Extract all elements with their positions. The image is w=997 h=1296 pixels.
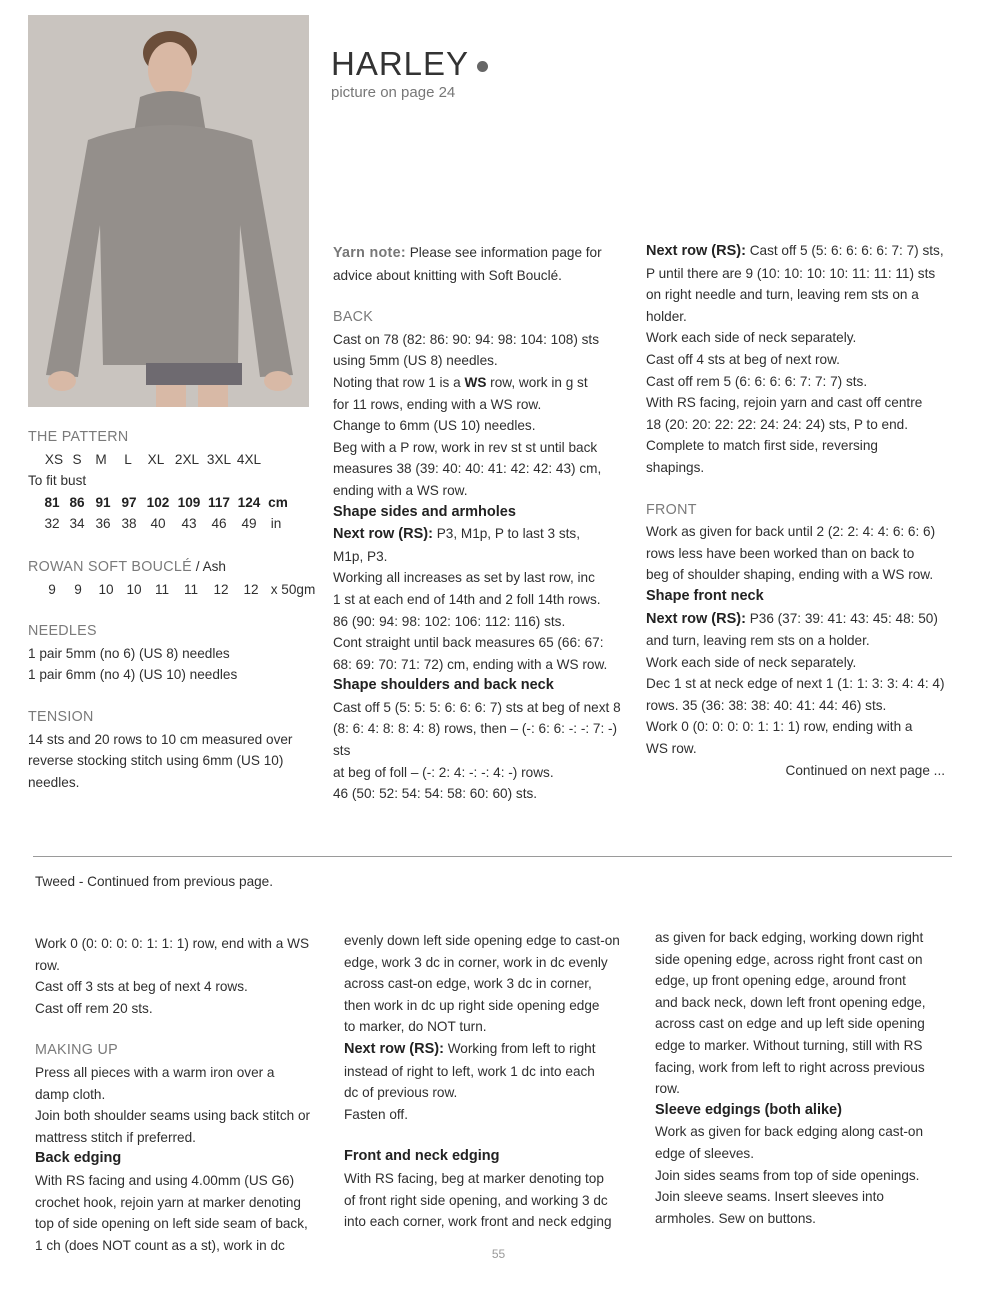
yarn-qty-value: 9	[74, 581, 82, 597]
instruction-line: Complete to match first side, reversing	[646, 438, 878, 454]
instruction-line: crochet hook, rejoin yarn at marker denoting	[35, 1194, 301, 1210]
instruction-line: 46 (50: 52: 54: 54: 58: 60: 60) sts.	[333, 786, 538, 802]
needle-item: 1 pair 5mm (no 6) (US 8) needles	[28, 645, 230, 661]
front-instructions-column	[646, 240, 951, 781]
instruction-line: 1 st at each end of 14th and 2 foll 14th rows.	[333, 591, 601, 607]
instruction-line: of front right side opening, and working 3 dc	[344, 1192, 608, 1208]
back-heading: BACK	[333, 309, 374, 326]
instruction-line: evenly down left side opening edge to cast-on	[344, 933, 620, 948]
bust-in-value: 36	[95, 516, 111, 532]
instruction-line: Noting that row 1 is a WS row, work in g st	[333, 374, 588, 390]
instruction-line: into each corner, work front and neck edging	[344, 1214, 612, 1230]
yarn-note-text: Please see information page for	[409, 245, 602, 260]
bust-in-value: 34	[69, 516, 85, 532]
yarn-qty-value: 11	[154, 581, 170, 597]
instruction-line: Cont straight until back measures 65 (66: 67:	[333, 635, 604, 651]
pattern-heading: THE PATTERN	[28, 429, 129, 445]
instruction-line: on right needle and turn, leaving rem sts on a	[646, 287, 919, 303]
instruction-line: Working all increases as set by last row, inc	[333, 570, 595, 586]
instruction-line: Beg with a P row, work in rev st st until back	[333, 439, 598, 455]
tension-line: 14 sts and 20 rows to 10 cm measured over	[28, 731, 293, 747]
instruction-line: Next row (RS): Cast off 5 (5: 6: 6: 6: 6: 7: 7) sts,	[646, 243, 944, 259]
instruction-line: With RS facing, rejoin yarn and cast off centre	[646, 395, 923, 411]
pattern-info-column	[28, 427, 328, 793]
instruction-line: armholes. Sew on buttons.	[655, 1210, 816, 1226]
page-number: 55	[491, 1247, 506, 1261]
tension-line: reverse stocking stitch using 6mm (US 10)	[28, 753, 284, 769]
instruction-line: holder.	[646, 308, 687, 324]
shape-shoulders-heading: Shape shoulders and back neck	[333, 677, 554, 694]
yarn-color: / Ash	[195, 558, 226, 574]
instruction-line: ending with a WS row.	[333, 482, 468, 498]
yarn-heading-line	[28, 556, 328, 579]
instruction-line: Cast off 4 sts at beg of next row.	[646, 351, 840, 367]
instruction-line: Cast on 78 (82: 86: 90: 94: 98: 104: 108) sts	[333, 331, 600, 347]
bust-cm-value: 109	[177, 494, 201, 510]
sleeve-edgings-heading: Sleeve edgings (both alike)	[655, 1101, 842, 1118]
yarn-note-text: advice about knitting with Soft Bouclé.	[333, 267, 562, 283]
bust-in-value: 46	[211, 516, 227, 532]
tweed-column-2	[344, 930, 644, 1233]
size-label: 4XL	[236, 451, 262, 467]
front-heading: FRONT	[646, 501, 697, 518]
size-label: XS	[44, 451, 64, 467]
instruction-line: and turn, leaving rem sts on a holder.	[646, 633, 870, 649]
instruction-line: measures 38 (39: 40: 40: 41: 42: 42: 43) cm,	[333, 461, 602, 477]
tension-line: needles.	[28, 774, 80, 790]
yarn-qty-row	[28, 579, 328, 601]
instruction-line: Work 0 (0: 0: 0: 0: 1: 1: 1) row, end with a WS row.	[35, 936, 310, 973]
instruction-line: edge, up front opening edge, around front	[655, 973, 906, 989]
instruction-line: beg of shoulder shaping, ending with a WS row.	[646, 567, 934, 583]
instruction-line: across cast-on edge, work 3 dc in corner,	[344, 976, 592, 992]
instruction-line: Join both shoulder seams using back stitch or	[35, 1108, 311, 1124]
instruction-line: Cast off 3 sts at beg of next 4 rows.	[35, 979, 248, 995]
shape-sides-heading: Shape sides and armholes	[333, 503, 516, 520]
bust-cm-value: 97	[121, 494, 137, 510]
instruction-line: P until there are 9 (10: 10: 10: 10: 11: 11: 11) sts	[646, 265, 936, 281]
instruction-line: instead of right to left, work 1 dc into each	[344, 1063, 595, 1079]
instruction-line: for 11 rows, ending with a WS row.	[333, 396, 542, 412]
instruction-line: Cast off rem 20 sts.	[35, 1000, 153, 1016]
bust-cm-value: 117	[208, 494, 230, 510]
instruction-line: then work in dc up right side opening edge	[344, 997, 600, 1013]
instruction-line: row.	[655, 1081, 680, 1097]
bust-in-value: 38	[121, 516, 137, 532]
instruction-line: as given for back edging, working down right	[655, 930, 924, 945]
instruction-line: Work 0 (0: 0: 0: 0: 1: 1: 1) row, ending with a	[646, 719, 913, 735]
instruction-line: Work each side of neck separately.	[646, 330, 857, 346]
size-label: S	[72, 451, 82, 467]
instruction-line: top of side opening on left side seam of back,	[35, 1216, 308, 1232]
yarn-qty-value: 10	[98, 581, 114, 597]
yarn-note-label: Yarn note:	[333, 245, 406, 261]
back-edging-heading: Back edging	[35, 1150, 122, 1167]
size-row	[28, 449, 328, 471]
instruction-line: Next row (RS): P36 (37: 39: 41: 43: 45: 48: 50)	[646, 610, 938, 627]
continued-next-note: Continued on next page ...	[785, 762, 945, 778]
instruction-line: side opening edge, across right front cast on	[655, 951, 923, 967]
instruction-line: Change to 6mm (US 10) needles.	[333, 418, 536, 434]
tension-heading: TENSION	[28, 708, 94, 725]
instruction-line: Press all pieces with a warm iron over a	[35, 1064, 275, 1080]
instruction-line: Work each side of neck separately.	[646, 654, 857, 670]
bust-in-value: 40	[150, 516, 166, 532]
bust-cm-value: 86	[69, 494, 85, 510]
instruction-line: M1p, P3.	[333, 548, 388, 564]
instruction-line: using 5mm (US 8) needles.	[333, 353, 498, 369]
instruction-line: With RS facing and using 4.00mm (US G6)	[35, 1172, 295, 1188]
yarn-qty-value: 9	[48, 581, 56, 597]
bust-cm-unit: cm	[268, 494, 288, 510]
yarn-qty-value: 11	[183, 581, 199, 597]
instruction-line: Join sleeve seams. Insert sleeves into	[655, 1189, 884, 1205]
instruction-line: across cast on edge and up left side opening	[655, 1016, 925, 1032]
instruction-line: at beg of foll – (-: 2: 4: -: -: 4: -) rows.	[333, 764, 554, 780]
size-label: 3XL	[206, 451, 232, 467]
size-label: M	[95, 451, 107, 467]
instruction-line: 1 ch (does NOT count as a st), work in dc	[35, 1237, 285, 1253]
instruction-line: Work as given for back until 2 (2: 2: 4: 4: 6: 6: 6)	[646, 524, 936, 540]
instruction-line: edge of sleeves.	[655, 1145, 754, 1161]
to-fit-label: To fit bust	[28, 473, 87, 489]
bust-in-value: 43	[181, 516, 197, 532]
instruction-line: to marker, do NOT turn.	[344, 1019, 487, 1035]
instruction-line: edge to marker. Without turning, still with RS	[655, 1037, 923, 1053]
yarn-heading: ROWAN SOFT BOUCLÉ	[28, 558, 192, 575]
shape-front-neck-heading: Shape front neck	[646, 587, 764, 604]
size-label: L	[124, 451, 132, 467]
yarn-qty-unit: x 50gm	[270, 581, 316, 597]
tweed-column-1	[35, 933, 335, 1256]
instruction-line: Work as given for back edging along cast-on	[655, 1124, 923, 1140]
bust-in-unit: in	[270, 516, 282, 532]
instruction-line: With RS facing, beg at marker denoting top	[344, 1170, 604, 1186]
instruction-line: Dec 1 st at neck edge of next 1 (1: 1: 3: 3: 4: 4: 4)	[646, 676, 945, 692]
bust-cm-value: 102	[146, 494, 170, 510]
instruction-line: and back neck, down left front opening edge,	[655, 994, 926, 1010]
bust-in-row	[28, 513, 328, 535]
yarn-qty-value: 12	[243, 581, 259, 597]
instruction-line: dc of previous row.	[344, 1085, 458, 1101]
instruction-line: Next row (RS): Working from left to right	[344, 1040, 596, 1057]
needles-heading: NEEDLES	[28, 623, 97, 640]
bust-cm-value: 124	[237, 494, 261, 510]
instruction-line: Join sides seams from top of side openings.	[655, 1167, 920, 1183]
making-up-heading: MAKING UP	[35, 1042, 118, 1059]
bust-cm-value: 91	[95, 494, 111, 510]
pattern-subtitle: picture on page 24	[331, 84, 456, 101]
front-neck-edging-heading: Front and neck edging	[344, 1148, 500, 1165]
instruction-line: damp cloth.	[35, 1086, 106, 1102]
instruction-line: Next row (RS): P3, M1p, P to last 3 sts,	[333, 526, 580, 543]
section-divider	[33, 856, 952, 857]
size-label: XL	[147, 451, 165, 467]
back-instructions-column	[333, 242, 633, 805]
instruction-line: 68: 69: 70: 71: 72) cm, ending with a WS row.	[333, 656, 608, 672]
tweed-continued-heading: Tweed - Continued from previous page.	[35, 874, 274, 889]
instruction-line: Fasten off.	[344, 1106, 408, 1122]
instruction-line: 18 (20: 20: 22: 22: 24: 24: 24) sts, P to end.	[646, 416, 908, 432]
instruction-line: facing, work from left to right across previous	[655, 1059, 925, 1075]
needle-item: 1 pair 6mm (no 4) (US 10) needles	[28, 667, 238, 683]
instruction-line: edge, work 3 dc in corner, work in dc evenly	[344, 954, 608, 970]
bust-in-value: 32	[44, 516, 60, 532]
yarn-qty-value: 10	[126, 581, 142, 597]
instruction-line: 86 (90: 94: 98: 102: 106: 112: 116) sts.	[333, 613, 566, 629]
pattern-title-block	[331, 44, 488, 102]
difficulty-dot-icon	[477, 61, 488, 72]
tweed-column-3	[655, 927, 955, 1229]
model-photo	[28, 15, 309, 407]
instruction-line: Cast off rem 5 (6: 6: 6: 6: 7: 7: 7) sts.	[646, 373, 868, 389]
yarn-qty-value: 12	[213, 581, 229, 597]
instruction-line: (8: 6: 4: 8: 8: 4: 8) rows, then – (-: 6: 6: -: -: 7: -) sts	[333, 721, 618, 759]
instruction-line: WS row.	[646, 741, 697, 757]
instruction-line: shapings.	[646, 459, 705, 475]
instruction-line: Cast off 5 (5: 5: 5: 6: 6: 6: 7) sts at beg of next 8	[333, 699, 621, 715]
bust-cm-row	[28, 492, 328, 514]
yarn-note	[333, 242, 633, 265]
size-label: 2XL	[174, 451, 200, 467]
bust-cm-value: 81	[44, 494, 60, 510]
instruction-line: mattress stitch if preferred.	[35, 1129, 196, 1145]
instruction-line: rows less have been worked than on back to	[646, 545, 915, 561]
instruction-line: rows. 35 (36: 38: 38: 40: 41: 44: 46) sts.	[646, 697, 887, 713]
pattern-title: HARLEY	[331, 44, 488, 84]
bust-in-value: 49	[241, 516, 257, 532]
